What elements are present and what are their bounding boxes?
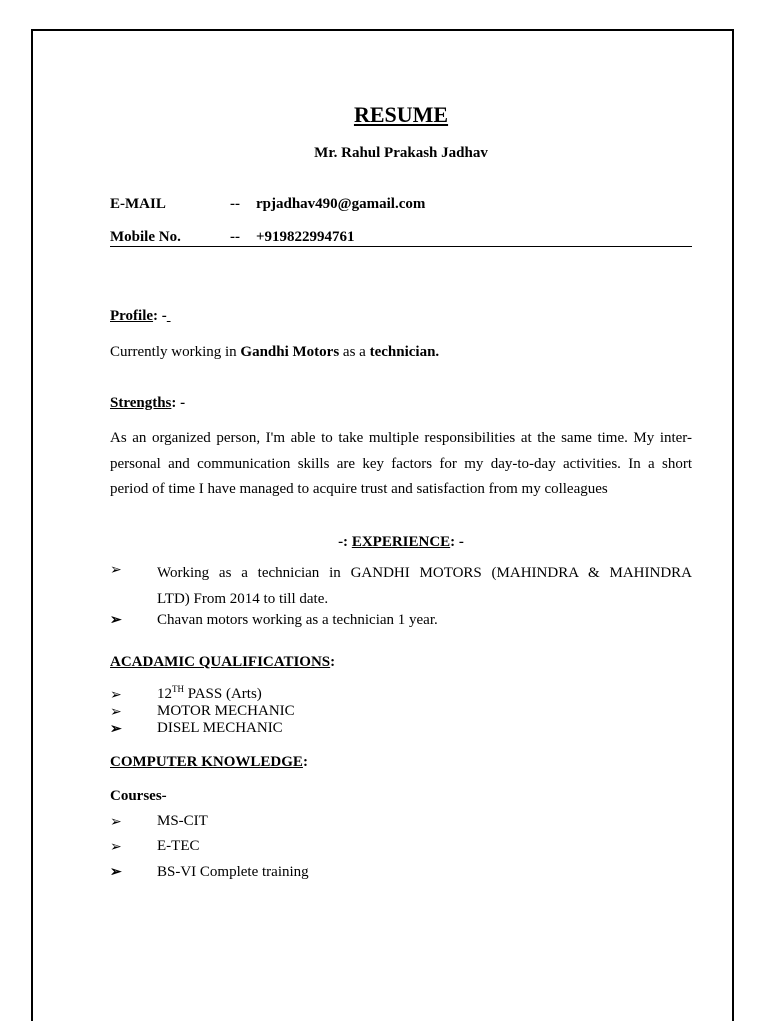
experience-item [157, 561, 692, 612]
bullet-arrow-icon: ➢ [110, 815, 122, 830]
course-item: MS-CIT [157, 813, 208, 829]
academic-heading-suffix: : [330, 654, 336, 670]
strengths-heading-suffix: : - [171, 395, 186, 411]
academic-item-number: 12 [157, 686, 172, 702]
academic-item: DISEL MECHANIC [157, 720, 283, 736]
bullet-arrow-icon: ➢ [110, 563, 122, 578]
profile-text [110, 344, 439, 361]
strengths-line: period of time I have managed to acquire trust and satisfaction from my colleagues [110, 481, 608, 497]
candidate-name: Mr. Rahul Prakash Jadhav [314, 145, 488, 161]
computer-heading [110, 754, 308, 771]
contact-divider [110, 246, 692, 247]
email-row [0, 196, 768, 216]
experience-heading [0, 534, 768, 551]
profile-heading-suffix: : - [153, 308, 167, 324]
course-item: E-TEC [157, 838, 200, 854]
courses-label: Courses- [110, 788, 167, 804]
profile-text-prefix: Currently working in [110, 344, 241, 360]
academic-item: MOTOR MECHANIC [157, 703, 295, 719]
profile-heading [110, 308, 171, 325]
experience-heading-suffix: : - [450, 534, 464, 550]
profile-company: Gandhi Motors [240, 344, 340, 360]
computer-heading-suffix: : [302, 754, 308, 770]
bullet-arrow-icon: ➢ [110, 722, 122, 737]
strengths-paragraph [110, 426, 692, 503]
academic-item-superscript: TH [172, 684, 184, 694]
strengths-heading [110, 395, 185, 412]
page-border [31, 29, 734, 1021]
email-separator: -- [230, 196, 240, 212]
experience-item-line: Working as a technician in GANDHI MOTORS (MAHINDRA & MAHINDRA [157, 565, 692, 581]
email-value: rpjadhav490@gamail.com [256, 196, 426, 212]
profile-text-mid: as a [339, 344, 370, 360]
mobile-label: Mobile No. [110, 229, 181, 245]
strengths-line: personal and communication skills are key factors for my day-to-day activities. In a short [110, 455, 692, 472]
strengths-heading-text: Strengths [110, 395, 172, 411]
page-title: RESUME [353, 102, 449, 127]
experience-item-line: LTD) From 2014 to till date. [157, 590, 329, 607]
profile-role: technician. [369, 344, 440, 360]
bullet-arrow-icon: ➢ [110, 613, 122, 628]
course-item: BS-VI Complete training [157, 864, 309, 880]
experience-item: Chavan motors working as a technician 1 year. [157, 612, 438, 628]
mobile-value: +919822994761 [256, 229, 355, 245]
computer-heading-text: COMPUTER KNOWLEDGE [110, 754, 303, 770]
academic-heading-text: ACADAMIC QUALIFICATIONS [110, 654, 331, 670]
profile-heading-text: Profile [110, 308, 154, 324]
email-label: E-MAIL [110, 196, 166, 212]
bullet-arrow-icon: ➢ [110, 705, 122, 720]
experience-heading-prefix: -: [338, 534, 352, 550]
bullet-arrow-icon: ➢ [110, 840, 122, 855]
academic-item [157, 686, 262, 703]
bullet-arrow-icon: ➢ [110, 865, 122, 880]
academic-heading [110, 654, 335, 671]
experience-heading-text: EXPERIENCE [351, 534, 451, 550]
strengths-line: As an organized person, I'm able to take multiple responsibilities at the same time. My inter- [110, 430, 692, 446]
mobile-separator: -- [230, 229, 240, 245]
academic-item-rest: PASS (Arts) [184, 686, 262, 702]
bullet-arrow-icon: ➢ [110, 688, 122, 703]
